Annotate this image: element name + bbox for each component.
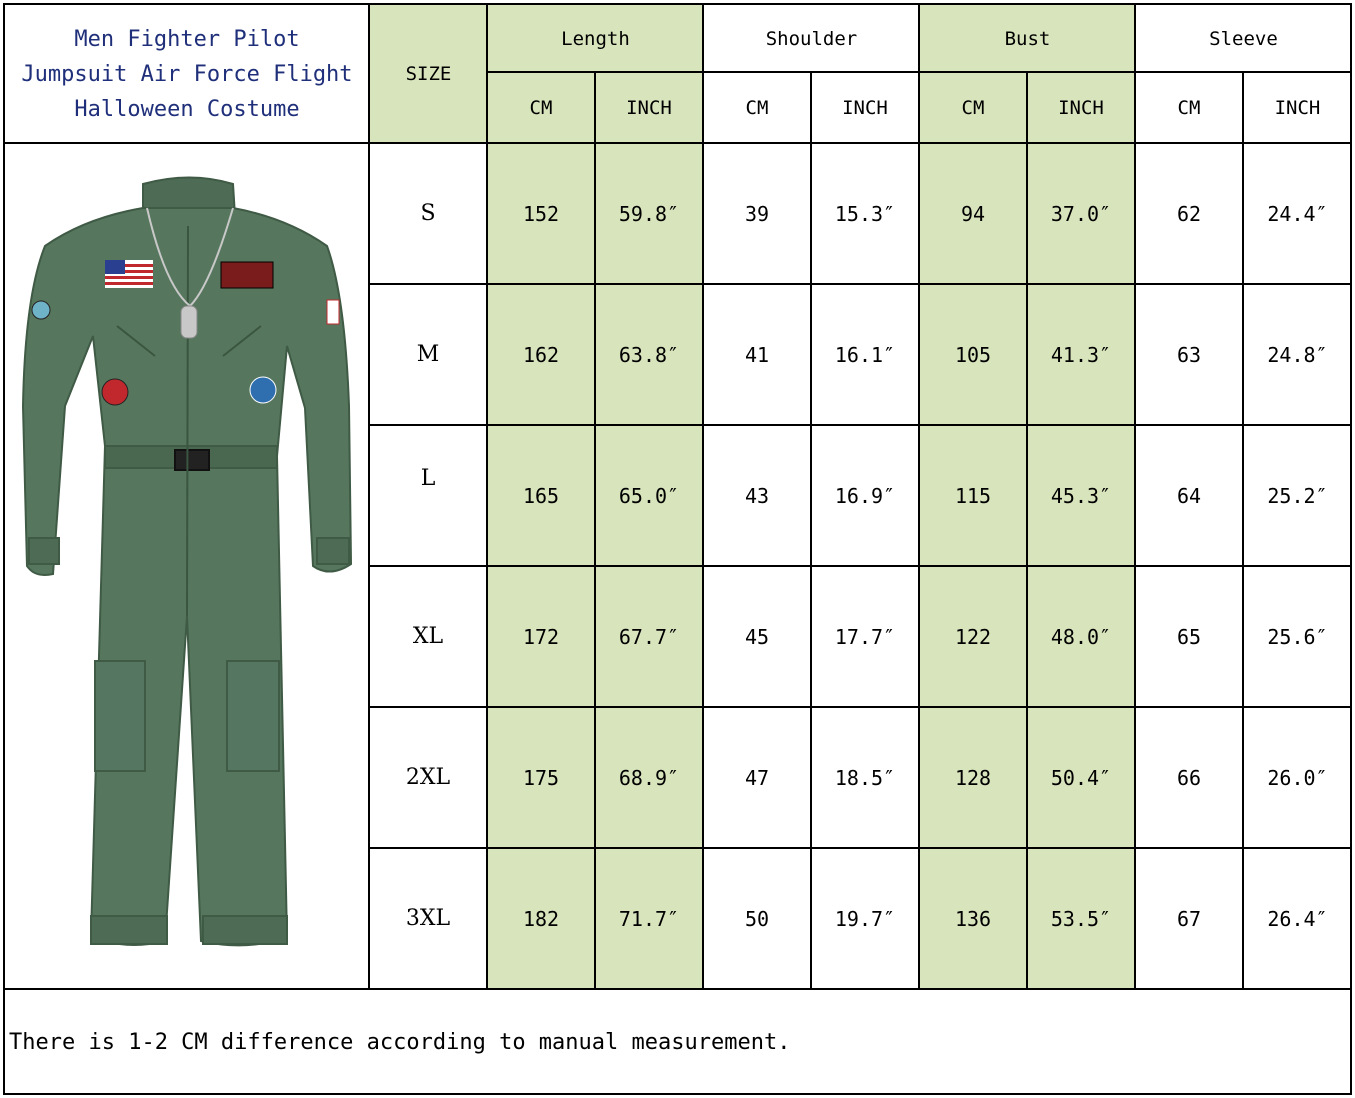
table-cell: 136 xyxy=(920,849,1026,988)
table-cell: 65 xyxy=(1176,624,1202,649)
table-cell: 59.8″ xyxy=(596,144,702,283)
table-cell: 26.4″ xyxy=(1267,906,1328,931)
shoulder-patch xyxy=(32,301,50,319)
table-cell: 25.6″ xyxy=(1267,624,1328,649)
table-cell: 48.0″ xyxy=(1028,567,1134,706)
measurement-note: There is 1-2 CM difference according to manual measurement. xyxy=(9,1030,791,1055)
table-cell: 63 xyxy=(1176,342,1202,367)
table-cell: 41.3″ xyxy=(1028,285,1134,424)
table-cell: 26.0″ xyxy=(1267,765,1328,790)
table-cell: 67 xyxy=(1176,906,1202,931)
table-cell: 64 xyxy=(1176,483,1202,508)
table-cell: 47 xyxy=(744,765,770,790)
flag-patch xyxy=(105,260,153,288)
size-label: M xyxy=(416,342,440,367)
unit-header: CM xyxy=(1177,96,1201,119)
unit-header: CM xyxy=(745,96,769,119)
round-patch xyxy=(250,377,276,403)
size-label: 2XL xyxy=(405,765,451,790)
table-cell: 182 xyxy=(488,849,594,988)
dog-tag xyxy=(181,306,197,338)
table-cell: 16.1″ xyxy=(834,342,896,367)
table-cell: 18.5″ xyxy=(834,765,896,790)
product-title xyxy=(5,5,369,143)
table-cell: 62 xyxy=(1176,201,1202,226)
sleeve-flag-patch xyxy=(327,300,339,324)
table-cell: 63.8″ xyxy=(596,285,702,424)
title-line-1: Men Fighter Pilot xyxy=(74,26,300,52)
size-label: L xyxy=(420,466,436,491)
table-cell: 67.7″ xyxy=(596,567,702,706)
size-header: SIZE xyxy=(370,5,487,143)
table-cell: 152 xyxy=(488,144,594,283)
table-cell: 128 xyxy=(920,708,1026,847)
size-label: XL xyxy=(412,624,444,649)
title-line-3: Halloween Costume xyxy=(74,96,300,122)
table-cell: 105 xyxy=(920,285,1026,424)
sleeve-header: Sleeve xyxy=(1209,27,1278,50)
size-label: 3XL xyxy=(405,906,451,931)
table-cell: 165 xyxy=(488,426,594,565)
table-cell: 162 xyxy=(488,285,594,424)
table-cell: 53.5″ xyxy=(1028,849,1134,988)
table-cell: 17.7″ xyxy=(834,624,896,649)
table-cell: 65.0″ xyxy=(596,426,702,565)
table-cell: 50 xyxy=(744,906,770,931)
table-cell: 172 xyxy=(488,567,594,706)
title-line-2: Jumpsuit Air Force Flight xyxy=(21,61,353,87)
table-cell: 175 xyxy=(488,708,594,847)
table-cell: 50.4″ xyxy=(1028,708,1134,847)
table-cell: 25.2″ xyxy=(1267,483,1328,508)
jumpsuit-figure xyxy=(23,178,351,946)
shoulder-header: Shoulder xyxy=(765,27,858,50)
table-cell: 94 xyxy=(920,144,1026,283)
size-label: S xyxy=(420,201,436,226)
length-header: Length xyxy=(488,5,703,72)
table-cell: 45 xyxy=(744,624,770,649)
unit-header: INCH xyxy=(842,96,888,119)
bust-header: Bust xyxy=(920,5,1135,72)
table-cell: 15.3″ xyxy=(834,201,896,226)
table-cell: 41 xyxy=(744,342,770,367)
wings-patch xyxy=(221,262,273,288)
table-cell: 19.7″ xyxy=(834,906,896,931)
squadron-patch xyxy=(102,379,128,405)
table-cell: 45.3″ xyxy=(1028,426,1134,565)
table-cell: 122 xyxy=(920,567,1026,706)
table-cell: 37.0″ xyxy=(1028,144,1134,283)
table-cell: 24.4″ xyxy=(1267,201,1328,226)
unit-header: CM xyxy=(920,73,1026,142)
table-cell: 66 xyxy=(1176,765,1202,790)
unit-header: INCH xyxy=(596,73,702,142)
table-cell: 16.9″ xyxy=(834,483,896,508)
unit-header: CM xyxy=(488,73,594,142)
table-cell: 71.7″ xyxy=(596,849,702,988)
table-cell: 43 xyxy=(744,483,770,508)
table-cell: 115 xyxy=(920,426,1026,565)
table-cell: 24.8″ xyxy=(1267,342,1328,367)
table-cell: 68.9″ xyxy=(596,708,702,847)
unit-header: INCH xyxy=(1028,73,1134,142)
jumpsuit-image xyxy=(5,146,368,988)
table-cell: 39 xyxy=(744,201,770,226)
unit-header: INCH xyxy=(1274,96,1321,119)
